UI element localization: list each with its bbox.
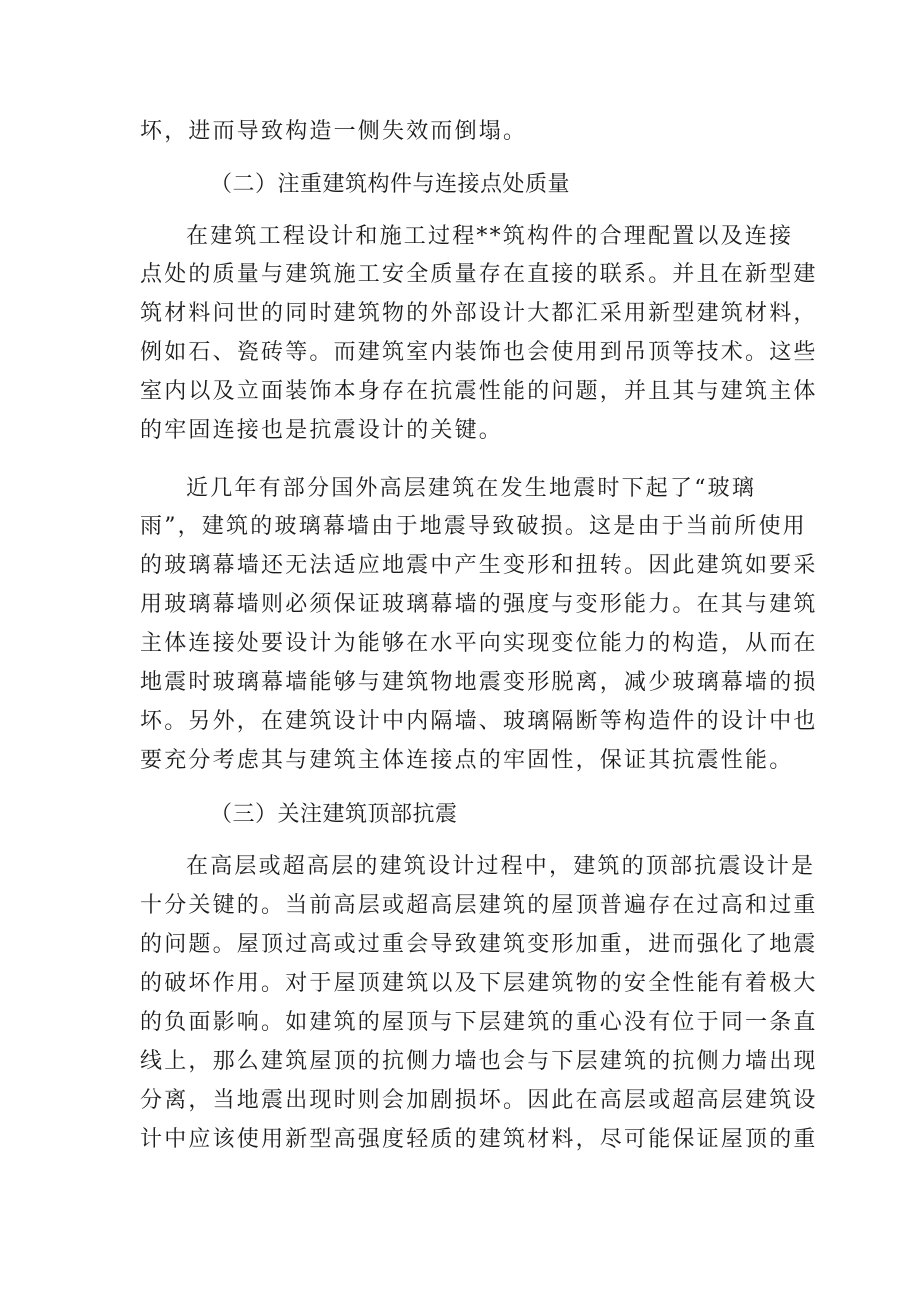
paragraph-line: 要充分考虑其与建筑主体连接点的牢固性，保证其抗震性能。 bbox=[140, 748, 794, 773]
paragraph-line: 线上，那么建筑屋顶的抗侧力墙也会与下层建筑的抗侧力墙出现 bbox=[140, 1049, 818, 1074]
paragraph-line: 分离，当地震出现时则会加剧损坏。因此在高层或超高层建筑设 bbox=[140, 1088, 818, 1113]
paragraph-line: 筑材料问世的同时建筑物的外部设计大都汇采用新型建筑材料， bbox=[140, 301, 818, 326]
paragraph-line: 例如石、瓷砖等。而建筑室内装饰也会使用到吊顶等技术。这些 bbox=[140, 340, 818, 365]
paragraph-line: 在建筑工程设计和施工过程**筑构件的合理配置以及连接 bbox=[186, 224, 794, 249]
paragraph-line: 坏，进而导致构造一侧失效而倒塌。 bbox=[140, 119, 528, 144]
paragraph-line: 的破坏作用。对于屋顶建筑以及下层建筑物的安全性能有着极大 bbox=[140, 971, 818, 996]
paragraph-line: 近几年有部分国外高层建筑在发生地震时下起了“玻璃 bbox=[186, 476, 757, 501]
paragraph-line: 坏。另外，在建筑设计中内隔墙、玻璃隔断等构造件的设计中也 bbox=[140, 709, 818, 734]
paragraph-line: 点处的质量与建筑施工安全质量存在直接的联系。并且在新型建 bbox=[140, 262, 818, 287]
section-heading: （二）注重建筑构件与连接点处质量 bbox=[210, 172, 571, 197]
paragraph-line: 室内以及立面装饰本身存在抗震性能的问题，并且其与建筑主体 bbox=[140, 379, 818, 404]
paragraph-line: 的玻璃幕墙还无法适应地震中产生变形和扭转。因此建筑如要采 bbox=[140, 553, 818, 578]
paragraph-line: 雨”，建筑的玻璃幕墙由于地震导致破损。这是由于当前所使用 bbox=[140, 514, 807, 539]
paragraph-line: 的负面影响。如建筑的屋顶与下层建筑的重心没有位于同一条直 bbox=[140, 1010, 818, 1035]
paragraph-line: 的牢固连接也是抗震设计的关键。 bbox=[140, 418, 504, 443]
paragraph-line: 地震时玻璃幕墙能够与建筑物地震变形脱离，减少玻璃幕墙的损 bbox=[140, 670, 818, 695]
paragraph-line: 十分关键的。当前高层或超高层建筑的屋顶普遍存在过高和过重 bbox=[140, 893, 818, 918]
paragraph-line: 主体连接处要设计为能够在水平向实现变位能力的构造，从而在 bbox=[140, 631, 818, 656]
section-heading: （三）关注建筑顶部抗震 bbox=[210, 802, 458, 827]
paragraph-line: 的问题。屋顶过高或过重会导致建筑变形加重，进而强化了地震 bbox=[140, 932, 818, 957]
paragraph-line: 计中应该使用新型高强度轻质的建筑材料，尽可能保证屋顶的重 bbox=[140, 1127, 818, 1152]
paragraph-line: 用玻璃幕墙则必须保证玻璃幕墙的强度与变形能力。在其与建筑 bbox=[140, 592, 818, 617]
paragraph-line: 在高层或超高层的建筑设计过程中，建筑的顶部抗震设计是 bbox=[186, 854, 816, 879]
